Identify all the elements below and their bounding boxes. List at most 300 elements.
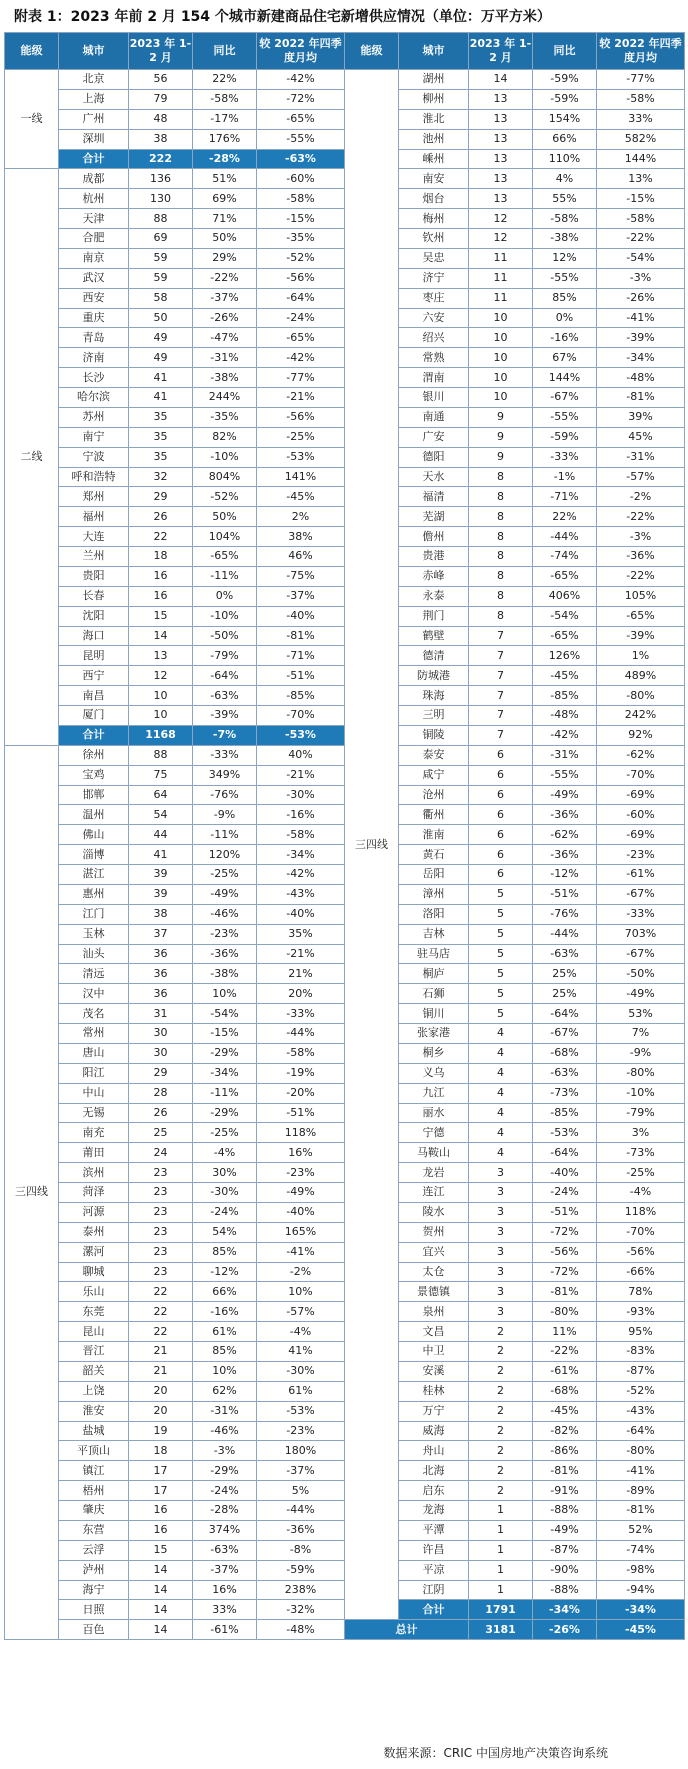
city-name: 驻马店	[399, 944, 469, 964]
data-source-note: 数据来源：CRIC 中国房地产决策咨询系统	[383, 1746, 608, 1760]
supply-value: 58	[129, 288, 193, 308]
vs-q4-change: -33%	[257, 1004, 345, 1024]
yoy-change: 0%	[193, 586, 257, 606]
city-name: 大连	[59, 527, 129, 547]
supply-value: 6	[469, 805, 533, 825]
yoy-change: -31%	[193, 348, 257, 368]
vs-q4-change: -37%	[257, 1461, 345, 1481]
city-name: 太仓	[399, 1262, 469, 1282]
city-name: 芜湖	[399, 507, 469, 527]
yoy-change: -63%	[533, 944, 597, 964]
city-name: 昆山	[59, 1322, 129, 1342]
yoy-change: -87%	[533, 1540, 597, 1560]
supply-value: 23	[129, 1222, 193, 1242]
vs-q4-change: 40%	[257, 745, 345, 765]
vs-q4-change: -60%	[257, 169, 345, 189]
yoy-change: -55%	[533, 268, 597, 288]
supply-value: 8	[469, 586, 533, 606]
yoy-change: -63%	[193, 686, 257, 706]
supply-value: 9	[469, 427, 533, 447]
supply-value: 13	[469, 169, 533, 189]
supply-value: 30	[129, 1043, 193, 1063]
vs-q4-change: 5%	[257, 1481, 345, 1501]
city-name: 舟山	[399, 1441, 469, 1461]
city-name: 六安	[399, 308, 469, 328]
yoy-change: 85%	[193, 1342, 257, 1362]
vs-q4-change: -87%	[597, 1361, 685, 1381]
city-name: 铜川	[399, 1004, 469, 1024]
supply-value: 10	[469, 368, 533, 388]
yoy-change: -81%	[533, 1282, 597, 1302]
supply-value: 17	[129, 1481, 193, 1501]
city-name: 张家港	[399, 1024, 469, 1044]
grand-total-yoy: -26%	[533, 1620, 597, 1640]
vs-q4-change: 118%	[257, 1123, 345, 1143]
city-name: 韶关	[59, 1361, 129, 1381]
table-body-left	[5, 70, 345, 1640]
vs-q4-change: -44%	[257, 1501, 345, 1521]
city-name: 梧州	[59, 1481, 129, 1501]
city-name: 赤峰	[399, 566, 469, 586]
supply-value: 39	[129, 865, 193, 885]
city-name: 镇江	[59, 1461, 129, 1481]
vs-q4-change: -81%	[257, 626, 345, 646]
vs-q4-change: 1%	[597, 646, 685, 666]
city-name: 常熟	[399, 348, 469, 368]
supply-value: 1	[469, 1580, 533, 1600]
vs-q4-change: 35%	[257, 924, 345, 944]
vs-q4-change: -44%	[257, 1024, 345, 1044]
yoy-change: -31%	[193, 1401, 257, 1421]
vs-q4-change: 144%	[597, 149, 685, 169]
supply-value: 59	[129, 248, 193, 268]
yoy-change: -11%	[193, 825, 257, 845]
vs-q4-change: -48%	[257, 1620, 345, 1640]
supply-value: 20	[129, 1381, 193, 1401]
vs-q4-change: 2%	[257, 507, 345, 527]
city-name: 湖州	[399, 70, 469, 90]
supply-value: 13	[129, 646, 193, 666]
vs-q4-change: 180%	[257, 1441, 345, 1461]
vs-q4-change: 78%	[597, 1282, 685, 1302]
yoy-change: -61%	[533, 1361, 597, 1381]
supply-value: 4	[469, 1083, 533, 1103]
city-name: 云浮	[59, 1540, 129, 1560]
yoy-change: -58%	[533, 209, 597, 229]
city-name: 聊城	[59, 1262, 129, 1282]
table-header-row	[345, 33, 685, 70]
yoy-change: -30%	[193, 1183, 257, 1203]
supply-value: 12	[469, 229, 533, 249]
city-name: 威海	[399, 1421, 469, 1441]
city-name: 呼和浩特	[59, 467, 129, 487]
yoy-change: -82%	[533, 1421, 597, 1441]
city-name: 阳江	[59, 1063, 129, 1083]
supply-value: 41	[129, 368, 193, 388]
supply-table-right	[344, 32, 685, 1640]
header-supply: 2023 年 1-2 月	[129, 33, 193, 70]
supply-value: 8	[469, 547, 533, 567]
supply-value: 7	[469, 686, 533, 706]
vs-q4-change: 53%	[597, 1004, 685, 1024]
city-name: 银川	[399, 388, 469, 408]
supply-value: 8	[469, 467, 533, 487]
supply-value: 5	[469, 964, 533, 984]
table-row	[5, 70, 345, 90]
yoy-change: 67%	[533, 348, 597, 368]
vs-q4-change: -56%	[257, 407, 345, 427]
supply-value: 13	[469, 149, 533, 169]
supply-value: 7	[469, 626, 533, 646]
yoy-change: 61%	[193, 1322, 257, 1342]
city-name: 桂林	[399, 1381, 469, 1401]
yoy-change: -38%	[193, 964, 257, 984]
vs-q4-change: 7%	[597, 1024, 685, 1044]
vs-q4-change: -21%	[257, 765, 345, 785]
city-name: 北京	[59, 70, 129, 90]
vs-q4-change: -54%	[597, 248, 685, 268]
vs-q4-change: -42%	[257, 348, 345, 368]
supply-value: 136	[129, 169, 193, 189]
vs-q4-change: -55%	[257, 129, 345, 149]
supply-value: 23	[129, 1242, 193, 1262]
vs-q4-change: 10%	[257, 1282, 345, 1302]
vs-q4-change: -64%	[257, 288, 345, 308]
city-name: 德阳	[399, 447, 469, 467]
yoy-change: -38%	[193, 368, 257, 388]
supply-value: 13	[469, 189, 533, 209]
city-name: 漳州	[399, 884, 469, 904]
yoy-change: 22%	[193, 70, 257, 90]
supply-value: 23	[129, 1262, 193, 1282]
yoy-change: -33%	[193, 745, 257, 765]
yoy-change: -11%	[193, 1083, 257, 1103]
vs-q4-change: -42%	[257, 70, 345, 90]
city-name: 梅州	[399, 209, 469, 229]
vs-q4-change: 118%	[597, 1202, 685, 1222]
supply-value: 13	[469, 89, 533, 109]
vs-q4-change: -80%	[597, 1441, 685, 1461]
vs-q4-change: -58%	[257, 1043, 345, 1063]
vs-q4-change: -80%	[597, 1063, 685, 1083]
subtotal-label: 合计	[399, 1600, 469, 1620]
supply-value: 3	[469, 1222, 533, 1242]
vs-q4-change: -43%	[597, 1401, 685, 1421]
vs-q4-change: -51%	[257, 1103, 345, 1123]
supply-value: 4	[469, 1024, 533, 1044]
vs-q4-change: -42%	[257, 865, 345, 885]
supply-value: 16	[129, 566, 193, 586]
city-name: 岳阳	[399, 865, 469, 885]
yoy-change: 406%	[533, 586, 597, 606]
city-name: 佛山	[59, 825, 129, 845]
vs-q4-change: 45%	[597, 427, 685, 447]
yoy-change: -1%	[533, 467, 597, 487]
supply-value: 130	[129, 189, 193, 209]
city-name: 吉林	[399, 924, 469, 944]
supply-value: 54	[129, 805, 193, 825]
vs-q4-change: -40%	[257, 1202, 345, 1222]
supply-table-left	[4, 32, 345, 1640]
supply-value: 39	[129, 884, 193, 904]
vs-q4-change: -49%	[597, 984, 685, 1004]
supply-value: 12	[129, 666, 193, 686]
vs-q4-change: -40%	[257, 606, 345, 626]
yoy-change: -90%	[533, 1560, 597, 1580]
vs-q4-change: -22%	[597, 229, 685, 249]
supply-value: 5	[469, 924, 533, 944]
city-name: 广州	[59, 109, 129, 129]
city-name: 唐山	[59, 1043, 129, 1063]
vs-q4-change: -33%	[597, 904, 685, 924]
yoy-change: -46%	[193, 1421, 257, 1441]
city-name: 玉林	[59, 924, 129, 944]
city-name: 淮北	[399, 109, 469, 129]
yoy-change: -48%	[533, 706, 597, 726]
supply-value: 6	[469, 865, 533, 885]
supply-value: 26	[129, 1103, 193, 1123]
city-name: 昆明	[59, 646, 129, 666]
header-vs-q4: 较 2022 年四季度月均	[257, 33, 345, 70]
supply-value: 1	[469, 1540, 533, 1560]
city-name: 南充	[59, 1123, 129, 1143]
city-name: 马鞍山	[399, 1143, 469, 1163]
yoy-change: -37%	[193, 288, 257, 308]
vs-q4-change: 238%	[257, 1580, 345, 1600]
supply-value: 59	[129, 268, 193, 288]
tier-label: 二线	[5, 169, 59, 745]
yoy-change: 0%	[533, 308, 597, 328]
yoy-change: -9%	[193, 805, 257, 825]
vs-q4-change: -35%	[257, 229, 345, 249]
supply-value: 15	[129, 606, 193, 626]
supply-value: 10	[469, 388, 533, 408]
yoy-change: -76%	[533, 904, 597, 924]
city-name: 福州	[59, 507, 129, 527]
supply-value: 2	[469, 1401, 533, 1421]
supply-value: 8	[469, 527, 533, 547]
city-name: 西宁	[59, 666, 129, 686]
vs-q4-change: 13%	[597, 169, 685, 189]
vs-q4-change: -4%	[257, 1322, 345, 1342]
city-name: 江阴	[399, 1580, 469, 1600]
supply-value: 1	[469, 1560, 533, 1580]
city-name: 常州	[59, 1024, 129, 1044]
supply-value: 11	[469, 268, 533, 288]
supply-value: 6	[469, 745, 533, 765]
supply-value: 69	[129, 229, 193, 249]
vs-q4-change: -15%	[597, 189, 685, 209]
supply-value: 2	[469, 1381, 533, 1401]
vs-q4-change: -58%	[597, 89, 685, 109]
supply-value: 3	[469, 1282, 533, 1302]
supply-value: 6	[469, 785, 533, 805]
yoy-change: -47%	[193, 328, 257, 348]
header-yoy: 同比	[533, 33, 597, 70]
supply-value: 23	[129, 1202, 193, 1222]
supply-value: 3	[469, 1262, 533, 1282]
yoy-change: 62%	[193, 1381, 257, 1401]
tier-label: 三四线	[5, 745, 59, 1639]
supply-value: 35	[129, 407, 193, 427]
vs-q4-change: -53%	[257, 1401, 345, 1421]
supply-value: 88	[129, 745, 193, 765]
yoy-change: -56%	[533, 1242, 597, 1262]
vs-q4-change: -74%	[597, 1540, 685, 1560]
header-tier: 能级	[345, 33, 399, 70]
city-name: 东营	[59, 1520, 129, 1540]
supply-value: 3	[469, 1302, 533, 1322]
supply-value: 10	[129, 706, 193, 726]
supply-value: 2	[469, 1441, 533, 1461]
vs-q4-change: -67%	[597, 884, 685, 904]
city-name: 泰州	[59, 1222, 129, 1242]
vs-q4-change: -70%	[257, 706, 345, 726]
vs-q4-change: -21%	[257, 944, 345, 964]
yoy-change: -22%	[193, 268, 257, 288]
city-name: 龙岩	[399, 1163, 469, 1183]
yoy-change: 244%	[193, 388, 257, 408]
vs-q4-change: -65%	[257, 328, 345, 348]
header-city: 城市	[399, 33, 469, 70]
yoy-change: -39%	[193, 706, 257, 726]
city-name: 河源	[59, 1202, 129, 1222]
yoy-change: -67%	[533, 1024, 597, 1044]
city-name: 天津	[59, 209, 129, 229]
yoy-change: -45%	[533, 666, 597, 686]
vs-q4-change: -32%	[257, 1600, 345, 1620]
yoy-change: 22%	[533, 507, 597, 527]
yoy-change: 349%	[193, 765, 257, 785]
yoy-change: -25%	[193, 1123, 257, 1143]
yoy-change: -33%	[533, 447, 597, 467]
city-name: 惠州	[59, 884, 129, 904]
yoy-change: -29%	[193, 1461, 257, 1481]
supply-value: 22	[129, 1282, 193, 1302]
vs-q4-change: -51%	[257, 666, 345, 686]
yoy-change: -65%	[533, 566, 597, 586]
city-name: 东莞	[59, 1302, 129, 1322]
yoy-change: -62%	[533, 825, 597, 845]
vs-q4-change: -80%	[597, 686, 685, 706]
supply-value: 3	[469, 1202, 533, 1222]
yoy-change: 71%	[193, 209, 257, 229]
city-name: 北海	[399, 1461, 469, 1481]
vs-q4-change: -56%	[257, 268, 345, 288]
grand-total-supply: 3181	[469, 1620, 533, 1640]
city-name: 平潭	[399, 1520, 469, 1540]
vs-q4-change: -4%	[597, 1183, 685, 1203]
vs-q4-change: -30%	[257, 785, 345, 805]
header-tier: 能级	[5, 33, 59, 70]
vs-q4-change: -20%	[257, 1083, 345, 1103]
yoy-change: -59%	[533, 427, 597, 447]
supply-value: 64	[129, 785, 193, 805]
city-name: 南安	[399, 169, 469, 189]
supply-value: 5	[469, 904, 533, 924]
yoy-change: 11%	[533, 1322, 597, 1342]
city-name: 无锡	[59, 1103, 129, 1123]
city-name: 贵阳	[59, 566, 129, 586]
supply-value: 2	[469, 1361, 533, 1381]
supply-value: 44	[129, 825, 193, 845]
city-name: 龙海	[399, 1501, 469, 1521]
vs-q4-change: 20%	[257, 984, 345, 1004]
yoy-change: 25%	[533, 964, 597, 984]
yoy-change: 85%	[193, 1242, 257, 1262]
city-name: 天水	[399, 467, 469, 487]
supply-value: 18	[129, 1441, 193, 1461]
vs-q4-change: -85%	[257, 686, 345, 706]
yoy-change: -36%	[193, 944, 257, 964]
city-name: 烟台	[399, 189, 469, 209]
city-name: 德清	[399, 646, 469, 666]
yoy-change: -79%	[193, 646, 257, 666]
vs-q4-change: -24%	[257, 308, 345, 328]
yoy-change: -53%	[533, 1123, 597, 1143]
yoy-change: 50%	[193, 229, 257, 249]
supply-value: 6	[469, 765, 533, 785]
city-name: 宝鸡	[59, 765, 129, 785]
yoy-change: 29%	[193, 248, 257, 268]
city-name: 成都	[59, 169, 129, 189]
vs-q4-change: 61%	[257, 1381, 345, 1401]
city-name: 合肥	[59, 229, 129, 249]
subtotal-supply: 222	[129, 149, 193, 169]
vs-q4-change: -57%	[257, 1302, 345, 1322]
city-name: 茂名	[59, 1004, 129, 1024]
vs-q4-change: -39%	[597, 626, 685, 646]
yoy-change: -51%	[533, 884, 597, 904]
yoy-change: -16%	[533, 328, 597, 348]
vs-q4-change: -70%	[597, 1222, 685, 1242]
subtotal-supply: 1791	[469, 1600, 533, 1620]
city-name: 淮安	[59, 1401, 129, 1421]
yoy-change: 374%	[193, 1520, 257, 1540]
vs-q4-change: -69%	[597, 785, 685, 805]
city-name: 青岛	[59, 328, 129, 348]
vs-q4-change: -9%	[597, 1043, 685, 1063]
vs-q4-change: -53%	[257, 447, 345, 467]
city-name: 宁德	[399, 1123, 469, 1143]
supply-value: 9	[469, 407, 533, 427]
vs-q4-change: -25%	[597, 1163, 685, 1183]
yoy-change: -72%	[533, 1222, 597, 1242]
vs-q4-change: -69%	[597, 825, 685, 845]
supply-value: 13	[469, 129, 533, 149]
yoy-change: 120%	[193, 845, 257, 865]
yoy-change: -85%	[533, 1103, 597, 1123]
yoy-change: -11%	[193, 566, 257, 586]
supply-value: 8	[469, 606, 533, 626]
vs-q4-change: -77%	[597, 70, 685, 90]
city-name: 永泰	[399, 586, 469, 606]
table-row	[5, 169, 345, 189]
yoy-change: -23%	[193, 924, 257, 944]
supply-value: 22	[129, 1302, 193, 1322]
vs-q4-change: -62%	[597, 745, 685, 765]
city-name: 南京	[59, 248, 129, 268]
supply-value: 5	[469, 944, 533, 964]
supply-value: 48	[129, 109, 193, 129]
supply-value: 4	[469, 1123, 533, 1143]
yoy-change: -68%	[533, 1381, 597, 1401]
vs-q4-change: -61%	[597, 865, 685, 885]
yoy-change: -24%	[193, 1481, 257, 1501]
yoy-change: 25%	[533, 984, 597, 1004]
supply-value: 4	[469, 1043, 533, 1063]
city-name: 吴忠	[399, 248, 469, 268]
